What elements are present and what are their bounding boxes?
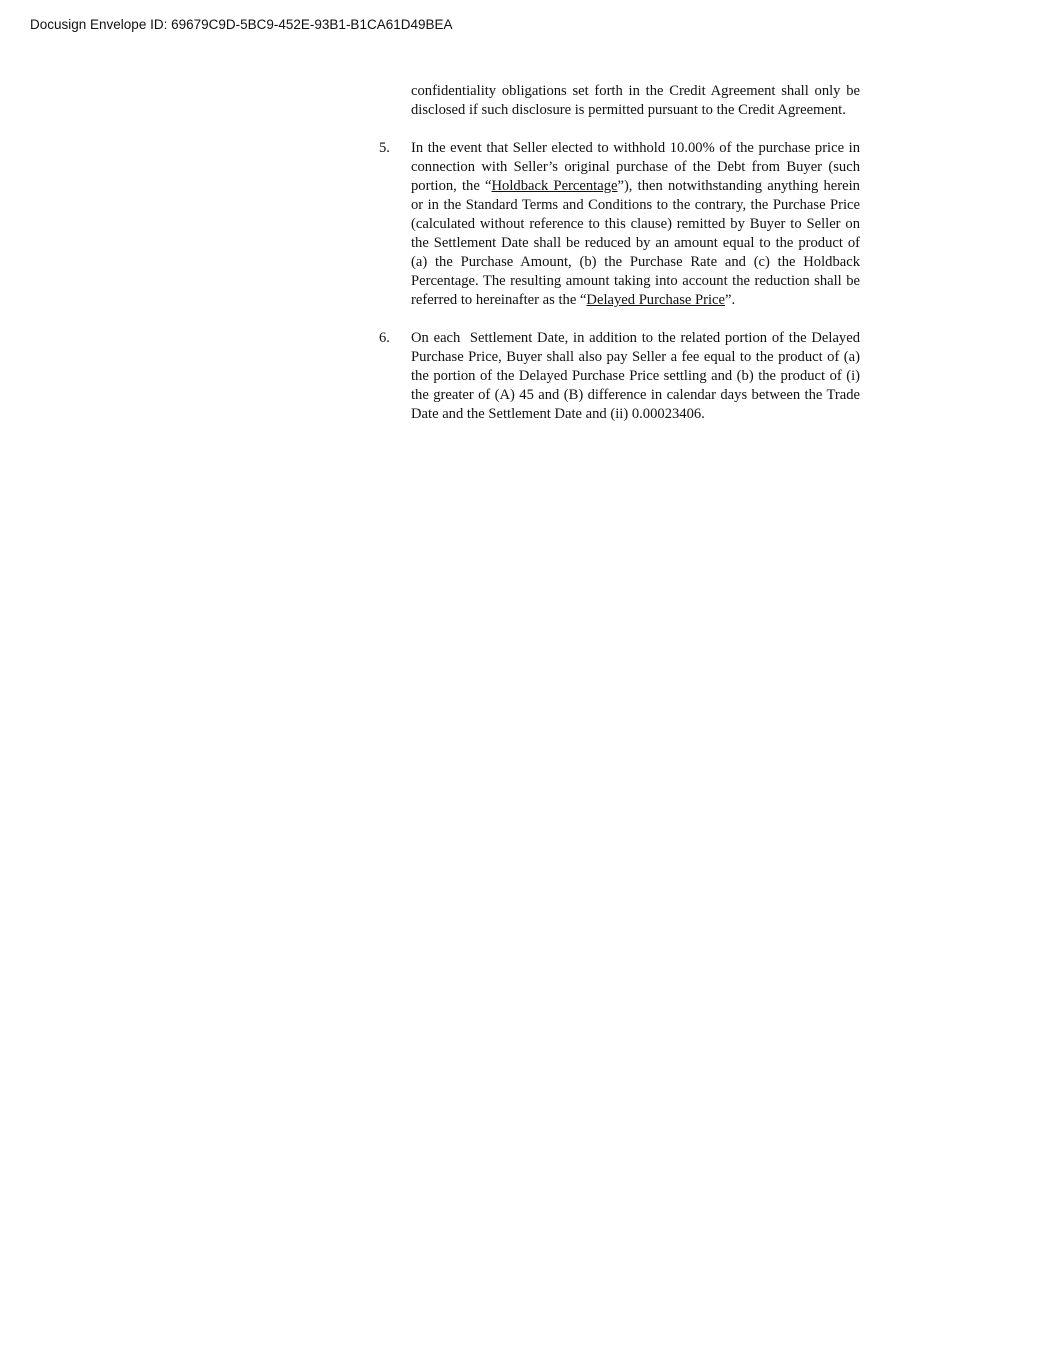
item-5-text <box>411 139 860 310</box>
delayed-purchase-price-term: Delayed Purchase Price <box>586 292 726 308</box>
list-item-6 <box>379 329 864 424</box>
item-number: 6. <box>379 330 390 346</box>
item-5-text-a: In the event that Seller elected to withhold 10.00% of the purchase price in connection with Seller’s original purchase of the Debt from Buyer (such portion, the “ <box>411 140 860 194</box>
envelope-id-header: Docusign Envelope ID: 69679C9D-5BC9-452E-93B1-B1CA61D49BEA <box>30 17 453 32</box>
item-5-text-c: ”. <box>725 292 736 308</box>
list-item-5 <box>379 139 860 310</box>
item-number: 5. <box>379 140 390 156</box>
item-5-text-b: ”), then notwithstanding anything herein or in the Standard Terms and Conditions to the contrary, the Purchase Price (calculated without reference to this clause) remitted by Buyer to Seller on the Settlement Date shall be reduced by an amount equal to the product of (a) the Purchase Amount, (b) the Purchase Rate and (c) the Holdback Percentage. The resulting amount taking into account the reduction shall be referred to hereinafter as the “ <box>411 178 860 308</box>
continuation-paragraph: confidentiality obligations set forth in the Credit Agreement shall only be disclosed if such disclosure is permitted pursuant to the Credit Agreement. <box>411 83 860 118</box>
item-6-text: On each Settlement Date, in addition to the related portion of the Delayed Purchase Price, Buyer shall also pay Seller a fee equal to the product of (a) the portion of the Delayed Purchase Price settling and (b) the product of (i) the greater of (A) 45 and (B) difference in calendar days between the Trade Date and the Settlement Date and (ii) 0.00023406. <box>411 330 864 422</box>
holdback-percentage-term: Holdback Percentage <box>491 178 618 194</box>
document-body <box>379 82 864 424</box>
